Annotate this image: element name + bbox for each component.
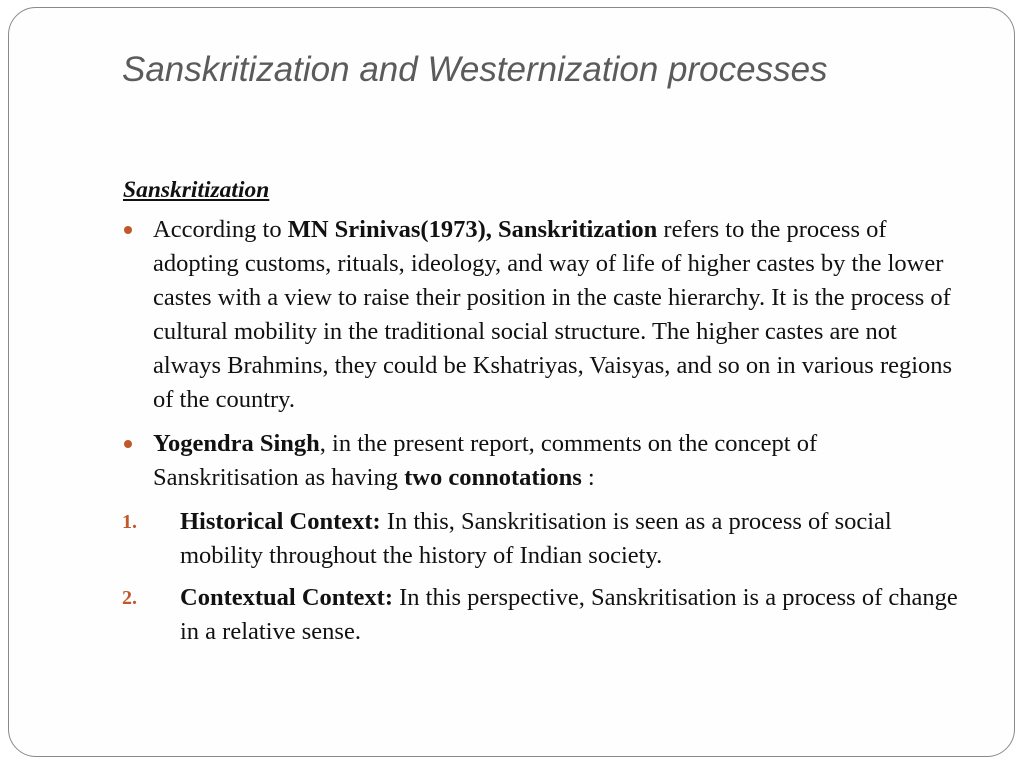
section-heading: Sanskritization	[123, 177, 270, 203]
bullet-item-srinivas	[122, 213, 962, 417]
bullet-middle-text: , in the present report, comments on the concept of Sanskritisation as having	[153, 430, 818, 491]
bullet-dot-icon	[124, 440, 132, 448]
numbered-item-contextual	[122, 581, 962, 649]
bullet-lead-text: According to	[153, 216, 288, 243]
numbered-rest-text: In this perspective, Sanskritisation is a process of change in a relative sense.	[180, 584, 958, 645]
bullet-end-text: :	[581, 464, 595, 491]
item-number: 2.	[122, 587, 137, 609]
bullet-rest-text: refers to the process of adopting customs, rituals, ideology, and way of life of higher castes by the lower castes with a view to raise their position in the caste hierarchy. It is the process of cultural mobility in the traditional social structure. The higher castes are not always Brahmins, they could be Kshatriyas, Vaisyas, and so on in various regions of the country.	[153, 216, 953, 413]
numbered-bold-text: Historical Context:	[180, 508, 381, 535]
slide-content	[122, 174, 962, 657]
bullet-dot-icon	[124, 226, 132, 234]
numbered-bold-text: Contextual Context:	[180, 584, 393, 611]
item-number: 1.	[122, 511, 137, 533]
slide-title: Sanskritization and Westernization processes	[122, 50, 828, 89]
slide-frame	[8, 7, 1015, 757]
bullet-bold-text: MN Srinivas(1973), Sanskritization	[287, 216, 658, 243]
bullet-bold-text: Yogendra Singh	[153, 430, 320, 457]
numbered-item-historical	[122, 505, 962, 573]
numbered-rest-text: In this, Sanskritisation is seen as a process of social mobility throughout the history of Indian society.	[180, 508, 892, 569]
bullet-bold2-text: two connotations	[404, 464, 582, 491]
bullet-item-yogendra	[122, 427, 962, 495]
